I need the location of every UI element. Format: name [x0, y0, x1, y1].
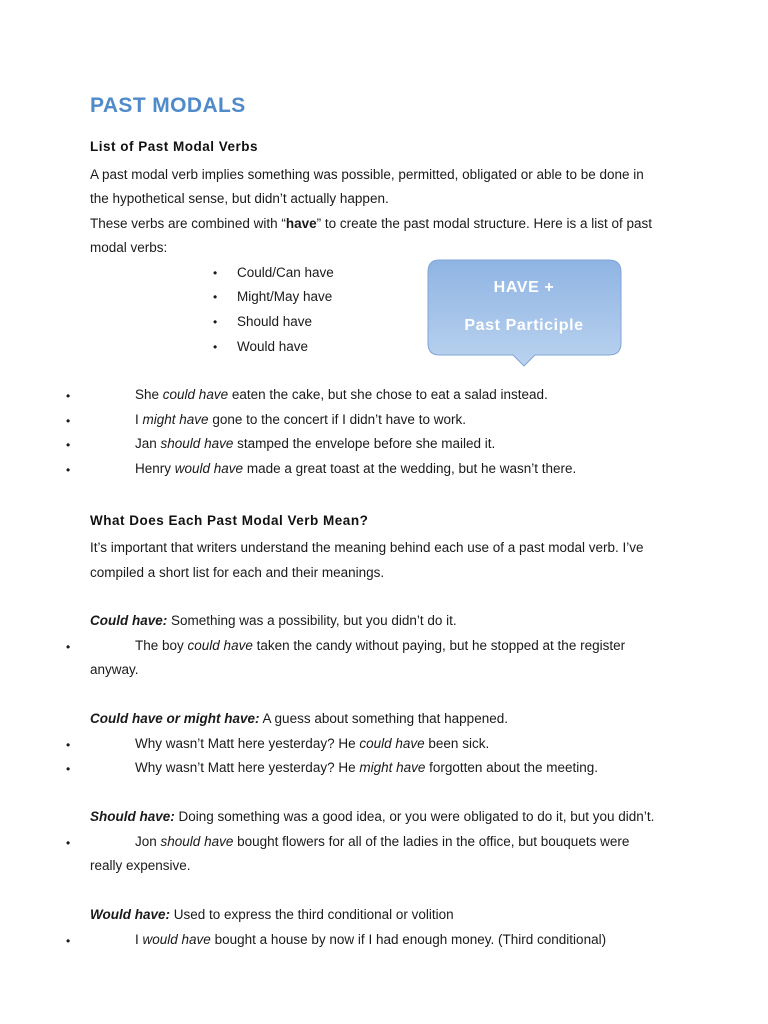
term-label: Would have: [90, 907, 171, 922]
text-span: gone to the concert if I didn’t have to work. [208, 412, 466, 427]
example-sentence [135, 383, 548, 408]
text-span: These verbs are combined with “ [90, 216, 286, 231]
callout-bubble-shape [427, 259, 623, 371]
example-sentence [135, 830, 629, 855]
modal-italic: could have [187, 638, 253, 653]
text-span: I [135, 412, 143, 427]
modal-italic: should have [160, 436, 234, 451]
callout-line-2: Past Participle [464, 317, 584, 334]
example-sentence [135, 408, 466, 433]
example-sentence [135, 756, 598, 781]
bullet-icon: • [66, 934, 71, 948]
bullet-icon: • [66, 414, 71, 428]
bullet-icon: • [66, 836, 71, 850]
text-span: forgotten about the meeting. [425, 760, 599, 775]
modal-italic: might have [359, 760, 426, 775]
text-span: I [135, 932, 143, 947]
example-continuation: really expensive. [90, 858, 191, 873]
text-span: Jan [135, 436, 161, 451]
bullet-icon: • [213, 340, 218, 354]
paragraph-line: compiled a short list for each and their meanings. [90, 565, 385, 580]
verb-list-item [213, 335, 309, 360]
term-label: Could have or might have: [90, 711, 260, 726]
text-span: bought a house by now if I had enough money. (Third conditional) [210, 932, 607, 947]
modal-italic: might have [142, 412, 209, 427]
term-label: Should have: [90, 809, 175, 824]
text-span: The boy [135, 638, 188, 653]
definition-should-have [90, 805, 654, 830]
term-label: Could have: [90, 613, 168, 628]
example-sentence [135, 634, 625, 659]
paragraph-line: It’s important that writers understand the meaning behind each use of a past modal verb. I’ve [90, 540, 644, 555]
definition-could-or-might-have [90, 707, 508, 732]
bullet-icon: • [66, 463, 71, 477]
definition-text: Doing something was a good idea, or you were obligated to do it, but you didn’t. [174, 809, 655, 824]
modal-italic: could have [359, 736, 425, 751]
bullet-icon: • [66, 738, 71, 752]
verb-label: Would have [237, 339, 309, 354]
section-heading-meanings: What Does Each Past Modal Verb Mean? [90, 513, 369, 528]
bullet-icon: • [66, 640, 71, 654]
text-span: She [135, 387, 163, 402]
text-span: Why wasn’t Matt here yesterday? He [135, 760, 360, 775]
bullet-icon: • [213, 315, 218, 329]
example-sentence [135, 732, 489, 757]
bullet-icon: • [66, 762, 71, 776]
formula-callout [427, 259, 621, 354]
verb-list-item [213, 310, 313, 335]
callout-line-1: HAVE + [493, 279, 555, 296]
definition-text: Something was a possibility, but you didn’t do it. [167, 613, 457, 628]
paragraph-line: modal verbs: [90, 240, 168, 255]
text-span: taken the candy without paying, but he stopped at the register [252, 638, 626, 653]
example-sentence [135, 432, 495, 457]
page-title: PAST MODALS [90, 94, 246, 117]
text-span: eaten the cake, but she chose to eat a salad instead. [228, 387, 548, 402]
example-sentence [135, 928, 606, 953]
bullet-icon: • [213, 266, 218, 280]
definition-would-have [90, 903, 454, 928]
bold-have: have [285, 216, 317, 231]
text-span: stamped the envelope before she mailed it. [233, 436, 496, 451]
text-span: Jon [135, 834, 161, 849]
verb-list-item [213, 261, 334, 286]
paragraph-line: A past modal verb implies something was possible, permitted, obligated or able to be done in [90, 167, 644, 182]
paragraph-line [90, 212, 652, 237]
example-continuation: anyway. [90, 662, 139, 677]
bullet-icon: • [213, 290, 218, 304]
section-heading-list: List of Past Modal Verbs [90, 139, 259, 154]
definition-text: A guess about something that happened. [259, 711, 508, 726]
bullet-icon: • [66, 389, 71, 403]
definition-text: Used to express the third conditional or volition [170, 907, 454, 922]
text-span: Why wasn’t Matt here yesterday? He [135, 736, 360, 751]
text-span: bought flowers for all of the ladies in the office, but bouquets were [233, 834, 630, 849]
verb-label: Should have [237, 314, 313, 329]
text-span: ” to create the past modal structure. Here is a list of past [316, 216, 653, 231]
modal-italic: would have [142, 932, 211, 947]
modal-italic: could have [162, 387, 229, 402]
verb-label: Could/Can have [237, 265, 334, 280]
modal-italic: would have [174, 461, 244, 476]
verb-label: Might/May have [237, 289, 333, 304]
text-span: been sick. [424, 736, 490, 751]
verb-list-item [213, 285, 333, 310]
definition-could-have [90, 609, 457, 634]
paragraph-line: the hypothetical sense, but didn’t actually happen. [90, 191, 389, 206]
modal-italic: should have [160, 834, 234, 849]
text-span: made a great toast at the wedding, but he wasn’t there. [243, 461, 577, 476]
example-sentence [135, 457, 576, 482]
text-span: Henry [135, 461, 175, 476]
bullet-icon: • [66, 438, 71, 452]
